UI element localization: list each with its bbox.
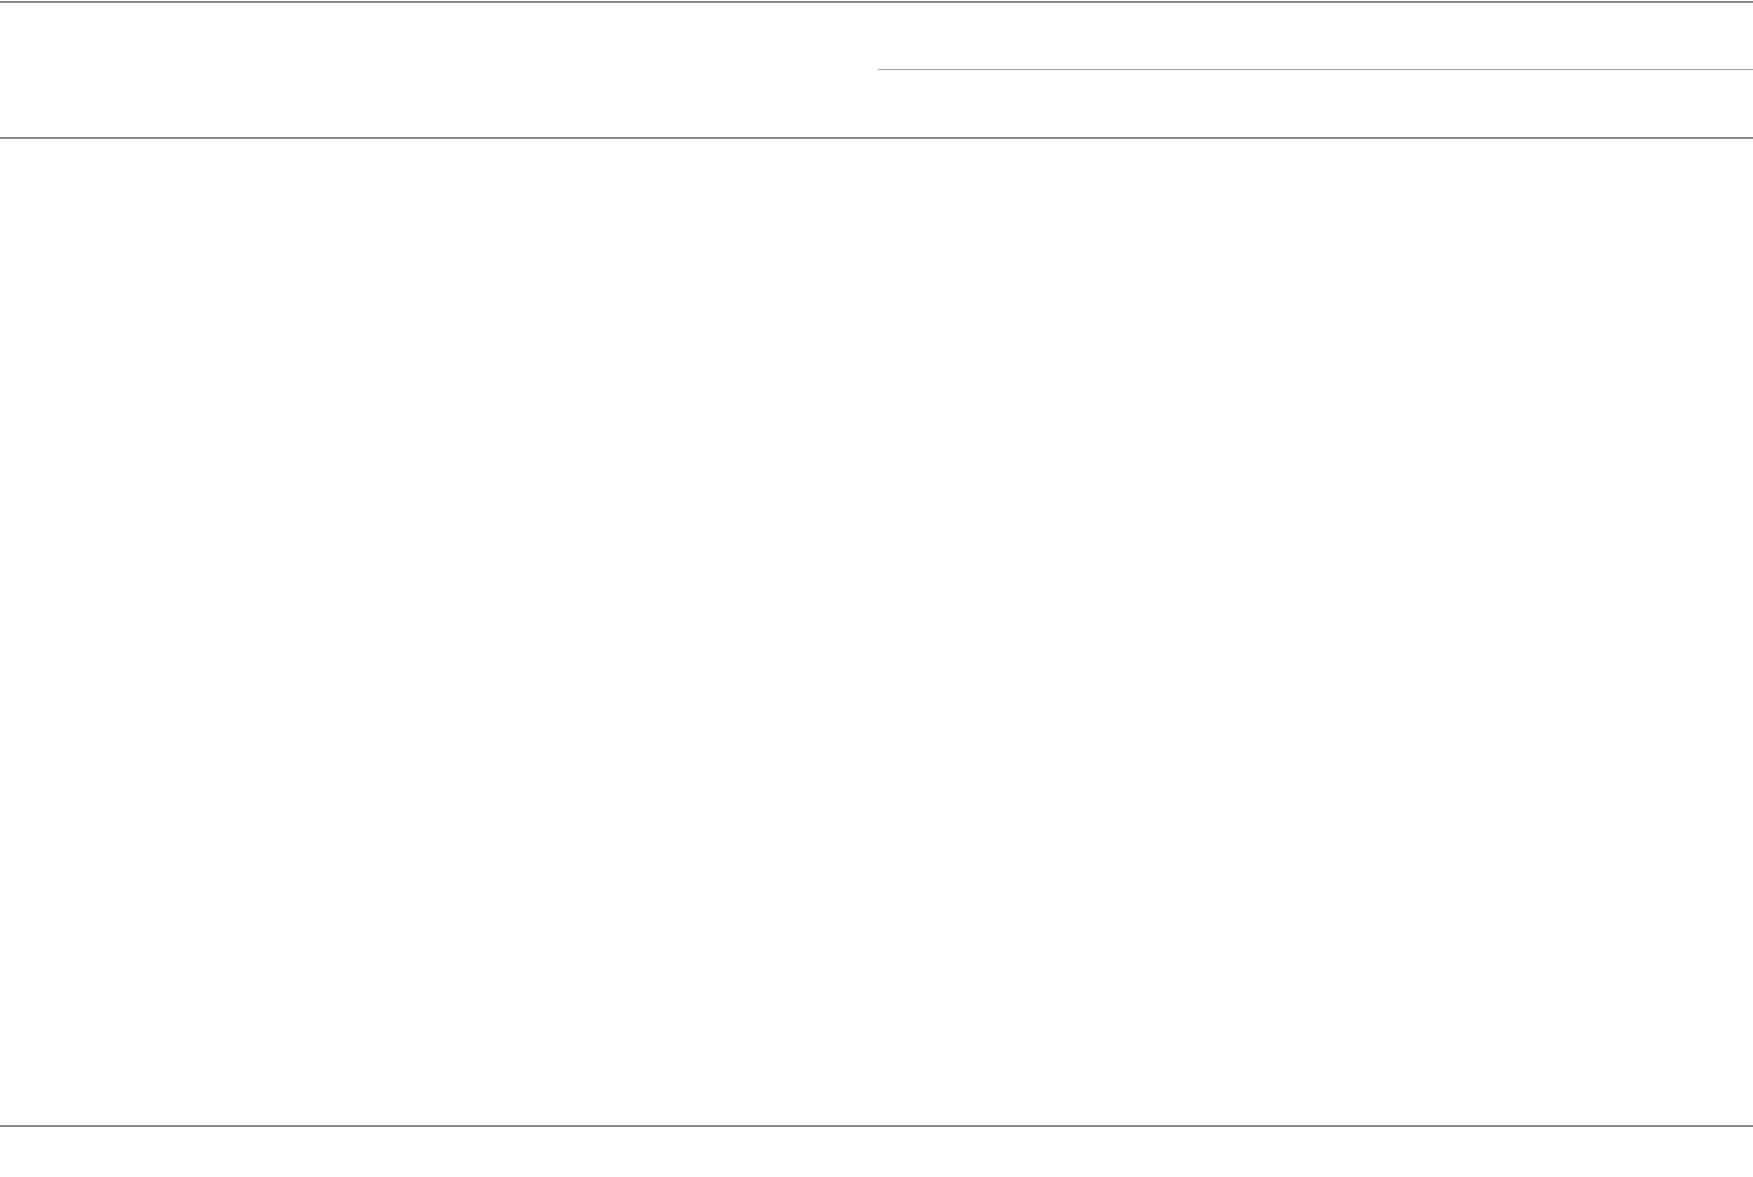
table-bottom-rule [0, 1125, 1753, 1127]
table-top-rule [0, 1, 1753, 3]
column-group-rule [878, 69, 1753, 70]
header-bottom-rule [0, 137, 1753, 139]
